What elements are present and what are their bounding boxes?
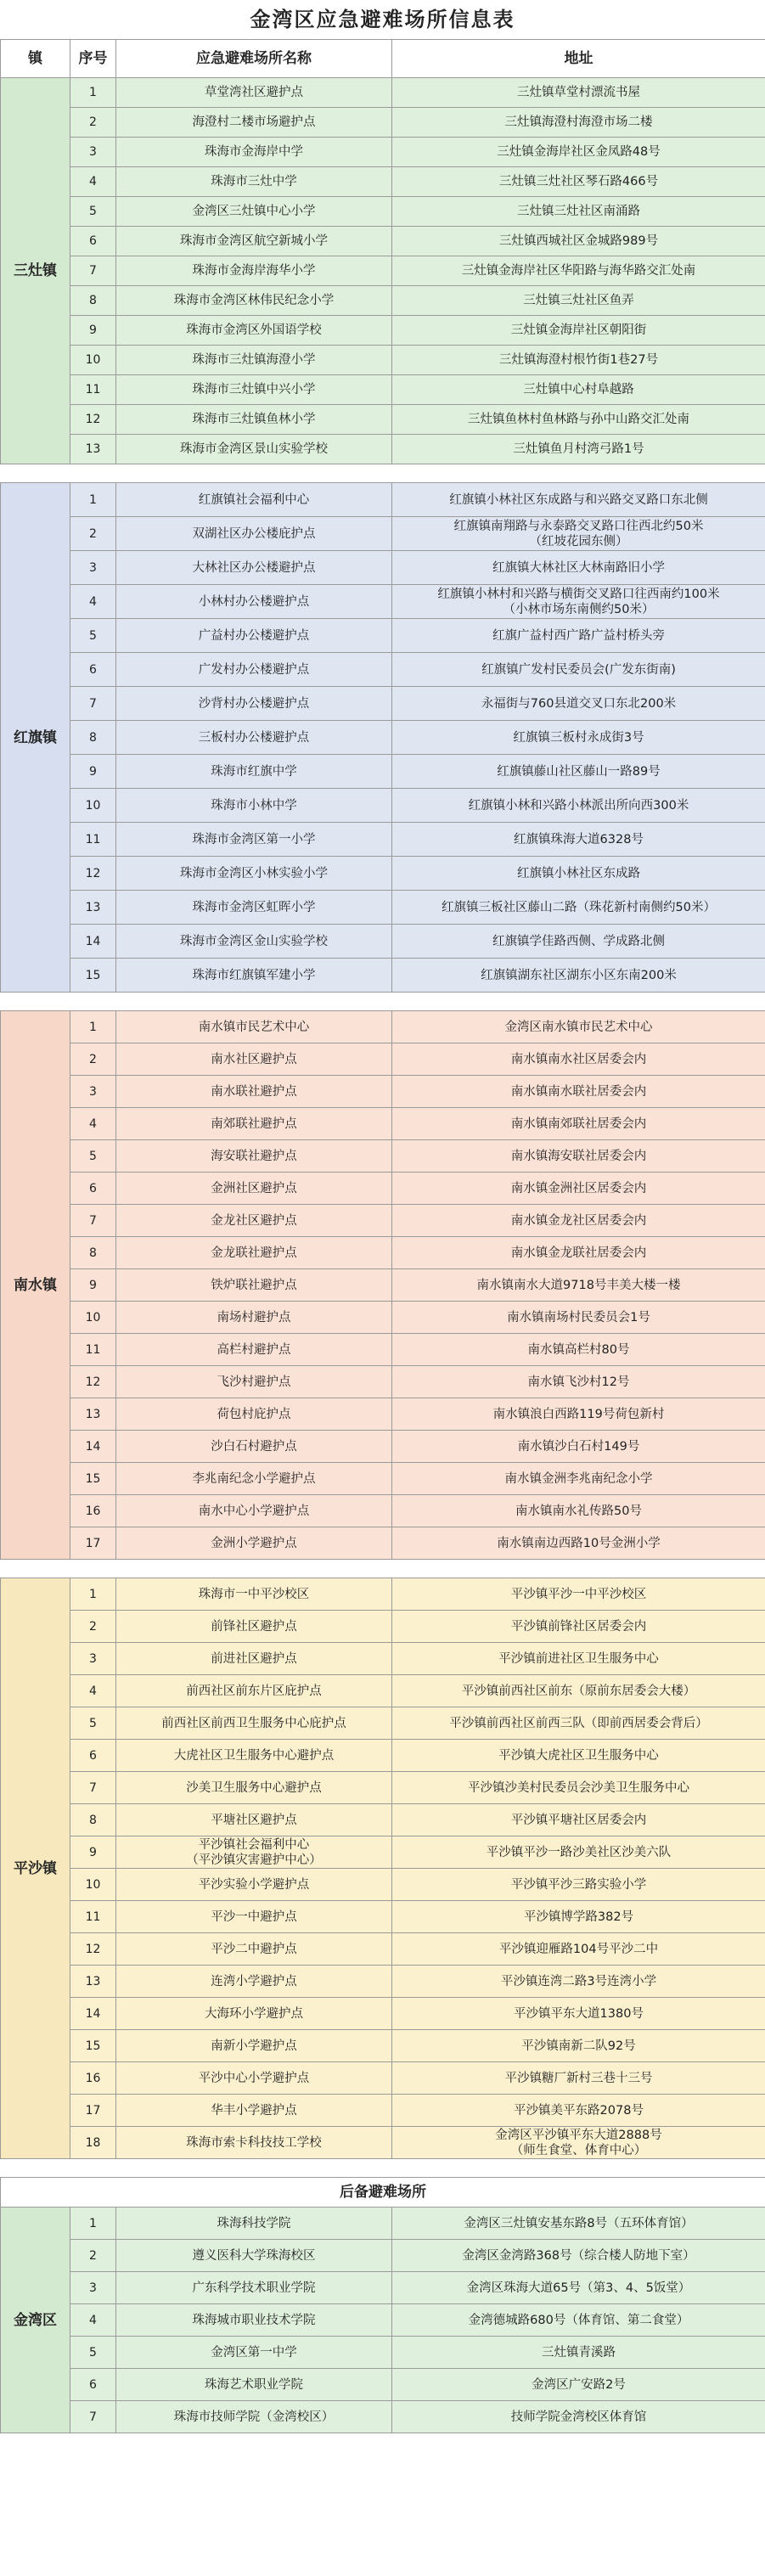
shelter-name-cell: 双湖社区办公楼庇护点 bbox=[116, 517, 392, 551]
shelter-name-cell: 南水联社避护点 bbox=[116, 1076, 392, 1108]
shelter-name-cell: 平沙中心小学避护点 bbox=[116, 2062, 392, 2095]
shelter-name-cell: 珠海市金湾区景山实验学校 bbox=[116, 435, 392, 464]
address-cell: 南水镇海安联社居委会内 bbox=[392, 1140, 765, 1173]
index-cell: 13 bbox=[70, 435, 116, 464]
table-row bbox=[1, 286, 765, 316]
shelter-name-cell: 珠海市红旗镇军建小学 bbox=[116, 959, 392, 993]
table-row bbox=[1, 1398, 765, 1431]
shelter-name-cell: 沙背村办公楼避护点 bbox=[116, 687, 392, 721]
index-cell: 8 bbox=[70, 286, 116, 316]
address-cell: 平沙镇迎雁路104号平沙二中 bbox=[392, 1933, 765, 1966]
shelter-name-cell: 金湾区三灶镇中心小学 bbox=[116, 197, 392, 227]
address-cell: 红旗镇南翔路与永泰路交叉路口往西北约50米 （红坡花园东侧） bbox=[392, 517, 765, 551]
index-cell: 3 bbox=[70, 1643, 116, 1675]
index-cell: 17 bbox=[70, 1527, 116, 1560]
shelter-name-cell: 珠海市三灶镇中兴小学 bbox=[116, 375, 392, 405]
address-cell: 金湾区金湾路368号（综合楼人防地下室） bbox=[392, 2240, 765, 2272]
index-cell: 4 bbox=[70, 1108, 116, 1140]
table-row bbox=[1, 1237, 765, 1269]
address-cell: 红旗镇广发村民委员会(广发东街南) bbox=[392, 653, 765, 687]
shelter-name-cell: 遵义医科大学珠海校区 bbox=[116, 2240, 392, 2272]
address-cell: 南水镇南水联社居委会内 bbox=[392, 1076, 765, 1108]
header-address: 地址 bbox=[392, 40, 765, 78]
address-cell: 红旗镇三板村永成街3号 bbox=[392, 721, 765, 755]
shelter-name-cell: 海澄村二楼市场避护点 bbox=[116, 108, 392, 138]
shelter-name-cell: 珠海市三灶镇鱼林小学 bbox=[116, 405, 392, 435]
index-cell: 5 bbox=[70, 197, 116, 227]
section-spacer bbox=[1, 993, 765, 1011]
table-row bbox=[1, 1578, 765, 1611]
address-cell: 南水镇南水礼传路50号 bbox=[392, 1495, 765, 1527]
index-cell: 3 bbox=[70, 2272, 116, 2304]
table-row bbox=[1, 316, 765, 346]
shelter-name-cell: 前西社区前东片区庇护点 bbox=[116, 1675, 392, 1707]
index-cell: 2 bbox=[70, 108, 116, 138]
shelter-name-cell: 沙美卫生服务中心避护点 bbox=[116, 1772, 392, 1804]
index-cell: 7 bbox=[70, 1205, 116, 1237]
shelter-name-cell: 飞沙村避护点 bbox=[116, 1366, 392, 1398]
table-row bbox=[1, 1675, 765, 1707]
shelter-name-cell: 连湾小学避护点 bbox=[116, 1966, 392, 1998]
town-cell: 金湾区 bbox=[1, 2208, 70, 2433]
table-row bbox=[1, 1998, 765, 2030]
shelter-name-cell: 珠海城市职业技术学院 bbox=[116, 2304, 392, 2337]
table-row bbox=[1, 197, 765, 227]
table-row bbox=[1, 405, 765, 435]
table-row bbox=[1, 1302, 765, 1334]
table-row bbox=[1, 1334, 765, 1366]
shelter-name-cell: 沙白石村避护点 bbox=[116, 1431, 392, 1463]
shelter-name-cell: 海安联社避护点 bbox=[116, 1140, 392, 1173]
address-cell: 南水镇金洲李兆南纪念小学 bbox=[392, 1463, 765, 1495]
shelter-name-cell: 珠海科技学院 bbox=[116, 2208, 392, 2240]
shelter-name-cell: 南新小学避护点 bbox=[116, 2030, 392, 2062]
table-row bbox=[1, 687, 765, 721]
table-row bbox=[1, 2240, 765, 2272]
table-row bbox=[1, 1740, 765, 1772]
table-row bbox=[1, 1463, 765, 1495]
shelter-name-cell: 珠海市金湾区金山实验学校 bbox=[116, 925, 392, 959]
index-cell: 1 bbox=[70, 2208, 116, 2240]
index-cell: 5 bbox=[70, 619, 116, 653]
shelter-name-cell: 南郊联社避护点 bbox=[116, 1108, 392, 1140]
shelter-name-cell: 珠海市金湾区航空新城小学 bbox=[116, 227, 392, 256]
shelter-name-cell: 珠海市金湾区林伟民纪念小学 bbox=[116, 286, 392, 316]
shelter-name-cell: 大虎社区卫生服务中心避护点 bbox=[116, 1740, 392, 1772]
index-cell: 9 bbox=[70, 316, 116, 346]
index-cell: 4 bbox=[70, 585, 116, 619]
address-cell: 南水镇金龙社区居委会内 bbox=[392, 1205, 765, 1237]
table-row bbox=[1, 925, 765, 959]
address-cell: 平沙镇平东大道1380号 bbox=[392, 1998, 765, 2030]
shelter-name-cell: 珠海市技师学院（金湾校区） bbox=[116, 2401, 392, 2433]
address-cell: 南水镇飞沙村12号 bbox=[392, 1366, 765, 1398]
index-cell: 6 bbox=[70, 1740, 116, 1772]
table-row bbox=[1, 721, 765, 755]
table-row bbox=[1, 1527, 765, 1560]
shelter-name-cell: 大海环小学避护点 bbox=[116, 1998, 392, 2030]
address-cell: 三灶镇海澄村根竹街1巷27号 bbox=[392, 346, 765, 375]
shelter-name-cell: 金洲小学避护点 bbox=[116, 1527, 392, 1560]
section-spacer bbox=[1, 1560, 765, 1578]
address-cell: 技师学院金湾校区体育馆 bbox=[392, 2401, 765, 2433]
address-cell: 红旗镇三板社区藤山二路（珠花新村南侧约50米） bbox=[392, 891, 765, 925]
table-row bbox=[1, 755, 765, 789]
backup-section-title-row bbox=[1, 2178, 765, 2208]
address-cell: 平沙镇前锋社区居委会内 bbox=[392, 1611, 765, 1643]
address-cell: 三灶镇海澄村海澄市场二楼 bbox=[392, 108, 765, 138]
index-cell: 11 bbox=[70, 1334, 116, 1366]
shelter-name-cell: 平沙实验小学避护点 bbox=[116, 1869, 392, 1901]
table-row bbox=[1, 227, 765, 256]
shelter-name-cell: 金龙社区避护点 bbox=[116, 1205, 392, 1237]
shelter-name-cell: 南水镇市民艺术中心 bbox=[116, 1011, 392, 1043]
table-row bbox=[1, 78, 765, 108]
index-cell: 4 bbox=[70, 2304, 116, 2337]
shelter-name-cell: 平沙一中避护点 bbox=[116, 1901, 392, 1933]
shelter-name-cell: 金洲社区避护点 bbox=[116, 1173, 392, 1205]
index-cell: 17 bbox=[70, 2095, 116, 2127]
table-row bbox=[1, 1173, 765, 1205]
table-row bbox=[1, 2127, 765, 2159]
index-cell: 8 bbox=[70, 721, 116, 755]
shelter-name-cell: 大林社区办公楼避护点 bbox=[116, 551, 392, 585]
shelter-name-cell: 珠海市索卡科技技工学校 bbox=[116, 2127, 392, 2159]
shelter-name-cell: 红旗镇社会福利中心 bbox=[116, 483, 392, 517]
table-row bbox=[1, 2062, 765, 2095]
table-row bbox=[1, 1076, 765, 1108]
address-cell: 三灶镇鱼林村鱼林路与孙中山路交汇处南 bbox=[392, 405, 765, 435]
index-cell: 10 bbox=[70, 789, 116, 823]
header-town: 镇 bbox=[1, 40, 70, 78]
page-title: 金湾区应急避难场所信息表 bbox=[250, 8, 515, 31]
index-cell: 8 bbox=[70, 1237, 116, 1269]
table-row bbox=[1, 256, 765, 286]
index-cell: 2 bbox=[70, 1043, 116, 1076]
address-cell: 金湾区三灶镇安基东路8号（五环体育馆） bbox=[392, 2208, 765, 2240]
address-cell: 南水镇浪白西路119号荷包新村 bbox=[392, 1398, 765, 1431]
table-row bbox=[1, 2030, 765, 2062]
table-row bbox=[1, 2369, 765, 2401]
table-row bbox=[1, 346, 765, 375]
index-cell: 13 bbox=[70, 1398, 116, 1431]
index-cell: 7 bbox=[70, 2401, 116, 2433]
shelter-name-cell: 平塘社区避护点 bbox=[116, 1804, 392, 1836]
address-cell: 三灶镇草堂村漂流书屋 bbox=[392, 78, 765, 108]
address-cell: 平沙镇平沙一路沙美社区沙美六队 bbox=[392, 1836, 765, 1869]
index-cell: 2 bbox=[70, 1611, 116, 1643]
table-row bbox=[1, 108, 765, 138]
table-row bbox=[1, 2304, 765, 2337]
town-cell: 平沙镇 bbox=[1, 1578, 70, 2159]
table-row bbox=[1, 1804, 765, 1836]
index-cell: 10 bbox=[70, 346, 116, 375]
table-row bbox=[1, 1707, 765, 1740]
table-row bbox=[1, 1933, 765, 1966]
shelter-name-cell: 铁炉联社避护点 bbox=[116, 1269, 392, 1302]
shelter-name-cell: 三板村办公楼避护点 bbox=[116, 721, 392, 755]
index-cell: 13 bbox=[70, 1966, 116, 1998]
index-cell: 13 bbox=[70, 891, 116, 925]
shelter-name-cell: 前进社区避护点 bbox=[116, 1643, 392, 1675]
address-cell: 平沙镇糖厂新村三巷十三号 bbox=[392, 2062, 765, 2095]
table-row bbox=[1, 1836, 765, 1869]
table-row bbox=[1, 1869, 765, 1901]
table-row bbox=[1, 789, 765, 823]
shelter-name-cell: 珠海市三灶镇海澄小学 bbox=[116, 346, 392, 375]
table-row bbox=[1, 1043, 765, 1076]
index-cell: 7 bbox=[70, 1772, 116, 1804]
address-cell: 三灶镇鱼月村湾弓路1号 bbox=[392, 435, 765, 464]
address-cell: 平沙镇平沙三路实验小学 bbox=[392, 1869, 765, 1901]
index-cell: 11 bbox=[70, 1901, 116, 1933]
index-cell: 7 bbox=[70, 687, 116, 721]
index-cell: 9 bbox=[70, 755, 116, 789]
index-cell: 4 bbox=[70, 167, 116, 197]
table-row bbox=[1, 2401, 765, 2433]
index-cell: 12 bbox=[70, 1366, 116, 1398]
address-cell: 三灶镇金海岸社区朝阳街 bbox=[392, 316, 765, 346]
address-cell: 金湾区广安路2号 bbox=[392, 2369, 765, 2401]
backup-section-title: 后备避难场所 bbox=[1, 2178, 765, 2208]
shelter-name-cell: 华丰小学避护点 bbox=[116, 2095, 392, 2127]
address-cell: 红旗镇大林社区大林南路旧小学 bbox=[392, 551, 765, 585]
address-cell: 红旗镇小林社区东成路与和兴路交叉路口东北侧 bbox=[392, 483, 765, 517]
shelter-name-cell: 珠海市金湾区小林实验小学 bbox=[116, 857, 392, 891]
shelter-name-cell: 广东科学技术职业学院 bbox=[116, 2272, 392, 2304]
shelter-name-cell: 广益村办公楼避护点 bbox=[116, 619, 392, 653]
address-cell: 红旗镇湖东社区湖东小区东南200米 bbox=[392, 959, 765, 993]
shelter-name-cell: 平沙二中避护点 bbox=[116, 1933, 392, 1966]
index-cell: 15 bbox=[70, 959, 116, 993]
address-cell: 平沙镇平塘社区居委会内 bbox=[392, 1804, 765, 1836]
table-row bbox=[1, 1431, 765, 1463]
address-cell: 三灶镇青溪路 bbox=[392, 2337, 765, 2369]
town-cell: 三灶镇 bbox=[1, 78, 70, 464]
index-cell: 2 bbox=[70, 2240, 116, 2272]
shelter-name-cell: 珠海市红旗中学 bbox=[116, 755, 392, 789]
shelter-name-cell: 珠海市金海岸海华小学 bbox=[116, 256, 392, 286]
table-row bbox=[1, 1772, 765, 1804]
table-row bbox=[1, 375, 765, 405]
town-cell: 红旗镇 bbox=[1, 483, 70, 993]
table-row bbox=[1, 1966, 765, 1998]
shelter-name-cell: 珠海市小林中学 bbox=[116, 789, 392, 823]
shelter-name-cell: 珠海市一中平沙校区 bbox=[116, 1578, 392, 1611]
shelter-name-cell: 珠海市金湾区虹晖小学 bbox=[116, 891, 392, 925]
table-row bbox=[1, 517, 765, 551]
address-cell: 三灶镇中心村阜越路 bbox=[392, 375, 765, 405]
address-cell: 红旗镇小林社区东成路 bbox=[392, 857, 765, 891]
address-cell: 平沙镇沙美村民委员会沙美卫生服务中心 bbox=[392, 1772, 765, 1804]
index-cell: 5 bbox=[70, 2337, 116, 2369]
index-cell: 4 bbox=[70, 1675, 116, 1707]
index-cell: 6 bbox=[70, 227, 116, 256]
address-cell: 南水镇南水社区居委会内 bbox=[392, 1043, 765, 1076]
address-cell: 平沙镇前进社区卫生服务中心 bbox=[392, 1643, 765, 1675]
index-cell: 10 bbox=[70, 1869, 116, 1901]
index-cell: 6 bbox=[70, 2369, 116, 2401]
address-cell: 三灶镇三灶社区鱼弄 bbox=[392, 286, 765, 316]
index-cell: 5 bbox=[70, 1140, 116, 1173]
shelter-name-cell: 珠海市金湾区第一小学 bbox=[116, 823, 392, 857]
index-cell: 1 bbox=[70, 78, 116, 108]
address-cell: 红旗镇藤山社区藤山一路89号 bbox=[392, 755, 765, 789]
shelter-name-cell: 前西社区前西卫生服务中心庇护点 bbox=[116, 1707, 392, 1740]
table-row bbox=[1, 167, 765, 197]
index-cell: 15 bbox=[70, 2030, 116, 2062]
shelter-name-cell: 荷包村庇护点 bbox=[116, 1398, 392, 1431]
address-cell: 三灶镇西城社区金城路989号 bbox=[392, 227, 765, 256]
section-spacer bbox=[1, 464, 765, 483]
shelter-name-cell: 草堂湾社区避护点 bbox=[116, 78, 392, 108]
shelter-name-cell: 前锋社区避护点 bbox=[116, 1611, 392, 1643]
index-cell: 14 bbox=[70, 925, 116, 959]
shelter-name-cell: 高栏村避护点 bbox=[116, 1334, 392, 1366]
shelter-name-cell: 珠海市三灶中学 bbox=[116, 167, 392, 197]
table-row bbox=[1, 1205, 765, 1237]
address-cell: 平沙镇大虎社区卫生服务中心 bbox=[392, 1740, 765, 1772]
table-row bbox=[1, 891, 765, 925]
table-row bbox=[1, 585, 765, 619]
address-cell: 红旗镇小林村和兴路与横街交叉路口往西南约100米 （小林市场东南侧约50米） bbox=[392, 585, 765, 619]
table-row bbox=[1, 2337, 765, 2369]
index-cell: 8 bbox=[70, 1804, 116, 1836]
shelter-name-cell: 珠海艺术职业学院 bbox=[116, 2369, 392, 2401]
index-cell: 5 bbox=[70, 1707, 116, 1740]
address-cell: 平沙镇南新二队92号 bbox=[392, 2030, 765, 2062]
index-cell: 2 bbox=[70, 517, 116, 551]
shelter-table bbox=[0, 39, 765, 2433]
address-cell: 南水镇南边西路10号金洲小学 bbox=[392, 1527, 765, 1560]
address-cell: 三灶镇三灶社区南涌路 bbox=[392, 197, 765, 227]
table-row bbox=[1, 138, 765, 167]
table-row bbox=[1, 1140, 765, 1173]
index-cell: 3 bbox=[70, 138, 116, 167]
index-cell: 1 bbox=[70, 1578, 116, 1611]
address-cell: 三灶镇金海岸社区金凤路48号 bbox=[392, 138, 765, 167]
table-row bbox=[1, 435, 765, 464]
index-cell: 6 bbox=[70, 653, 116, 687]
table-row bbox=[1, 1108, 765, 1140]
shelter-name-cell: 金湾区第一中学 bbox=[116, 2337, 392, 2369]
table-row bbox=[1, 653, 765, 687]
section-spacer bbox=[1, 2159, 765, 2178]
index-cell: 1 bbox=[70, 483, 116, 517]
index-cell: 15 bbox=[70, 1463, 116, 1495]
table-row bbox=[1, 1643, 765, 1675]
shelter-name-cell: 李兆南纪念小学避护点 bbox=[116, 1463, 392, 1495]
index-cell: 11 bbox=[70, 375, 116, 405]
table-row bbox=[1, 1269, 765, 1302]
shelter-name-cell: 南水社区避护点 bbox=[116, 1043, 392, 1076]
index-cell: 12 bbox=[70, 405, 116, 435]
address-cell: 南水镇南水大道9718号丰美大楼一楼 bbox=[392, 1269, 765, 1302]
table-row bbox=[1, 959, 765, 993]
table-row bbox=[1, 1611, 765, 1643]
address-cell: 三灶镇三灶社区琴石路466号 bbox=[392, 167, 765, 197]
index-cell: 14 bbox=[70, 1998, 116, 2030]
address-cell: 平沙镇连湾二路3号连湾小学 bbox=[392, 1966, 765, 1998]
index-cell: 18 bbox=[70, 2127, 116, 2159]
index-cell: 3 bbox=[70, 1076, 116, 1108]
table-row bbox=[1, 1495, 765, 1527]
shelter-name-cell: 珠海市金海岸中学 bbox=[116, 138, 392, 167]
table-row bbox=[1, 2095, 765, 2127]
shelter-name-cell: 南场村避护点 bbox=[116, 1302, 392, 1334]
index-cell: 1 bbox=[70, 1011, 116, 1043]
header-name: 应急避难场所名称 bbox=[116, 40, 392, 78]
address-cell: 红旗镇珠海大道6328号 bbox=[392, 823, 765, 857]
index-cell: 9 bbox=[70, 1269, 116, 1302]
address-cell: 平沙镇美平东路2078号 bbox=[392, 2095, 765, 2127]
shelter-name-cell: 小林村办公楼避护点 bbox=[116, 585, 392, 619]
address-cell: 永福街与760县道交叉口东北200米 bbox=[392, 687, 765, 721]
town-cell: 南水镇 bbox=[1, 1011, 70, 1560]
shelter-name-cell: 广发村办公楼避护点 bbox=[116, 653, 392, 687]
index-cell: 16 bbox=[70, 1495, 116, 1527]
shelter-name-cell: 珠海市金湾区外国语学校 bbox=[116, 316, 392, 346]
address-cell: 红旗广益村西广路广益村桥头旁 bbox=[392, 619, 765, 653]
address-cell: 平沙镇博学路382号 bbox=[392, 1901, 765, 1933]
address-cell: 红旗镇小林和兴路小林派出所向西300米 bbox=[392, 789, 765, 823]
address-cell: 南水镇南场村民委员会1号 bbox=[392, 1302, 765, 1334]
shelter-name-cell: 南水中心小学避护点 bbox=[116, 1495, 392, 1527]
address-cell: 南水镇高栏村80号 bbox=[392, 1334, 765, 1366]
index-cell: 12 bbox=[70, 857, 116, 891]
index-cell: 9 bbox=[70, 1836, 116, 1869]
table-row bbox=[1, 1011, 765, 1043]
index-cell: 16 bbox=[70, 2062, 116, 2095]
table-row bbox=[1, 2208, 765, 2240]
table-row bbox=[1, 619, 765, 653]
address-cell: 金湾德城路680号（体育馆、第二食堂） bbox=[392, 2304, 765, 2337]
header-index: 序号 bbox=[70, 40, 116, 78]
address-cell: 金湾区平沙镇平东大道2888号 （师生食堂、体育中心） bbox=[392, 2127, 765, 2159]
address-cell: 南水镇南郊联社居委会内 bbox=[392, 1108, 765, 1140]
address-cell: 南水镇金龙联社居委会内 bbox=[392, 1237, 765, 1269]
shelter-name-cell: 金龙联社避护点 bbox=[116, 1237, 392, 1269]
table-header-row bbox=[1, 40, 765, 78]
shelter-name-cell: 平沙镇社会福利中心 （平沙镇灾害避护中心） bbox=[116, 1836, 392, 1869]
index-cell: 14 bbox=[70, 1431, 116, 1463]
index-cell: 12 bbox=[70, 1933, 116, 1966]
table-row bbox=[1, 823, 765, 857]
table-row bbox=[1, 483, 765, 517]
table-row bbox=[1, 551, 765, 585]
index-cell: 3 bbox=[70, 551, 116, 585]
address-cell: 金湾区南水镇市民艺术中心 bbox=[392, 1011, 765, 1043]
table-row bbox=[1, 1901, 765, 1933]
address-cell: 三灶镇金海岸社区华阳路与海华路交汇处南 bbox=[392, 256, 765, 286]
table-row bbox=[1, 1366, 765, 1398]
table-row bbox=[1, 857, 765, 891]
address-cell: 平沙镇前西社区前东（原前东居委会大楼） bbox=[392, 1675, 765, 1707]
index-cell: 10 bbox=[70, 1302, 116, 1334]
address-cell: 平沙镇前西社区前西三队（即前西居委会背后） bbox=[392, 1707, 765, 1740]
address-cell: 平沙镇平沙一中平沙校区 bbox=[392, 1578, 765, 1611]
index-cell: 7 bbox=[70, 256, 116, 286]
address-cell: 红旗镇学佳路西侧、学成路北侧 bbox=[392, 925, 765, 959]
address-cell: 金湾区珠海大道65号（第3、4、5饭堂） bbox=[392, 2272, 765, 2304]
address-cell: 南水镇沙白石村149号 bbox=[392, 1431, 765, 1463]
address-cell: 南水镇金洲社区居委会内 bbox=[392, 1173, 765, 1205]
index-cell: 11 bbox=[70, 823, 116, 857]
index-cell: 6 bbox=[70, 1173, 116, 1205]
table-row bbox=[1, 2272, 765, 2304]
